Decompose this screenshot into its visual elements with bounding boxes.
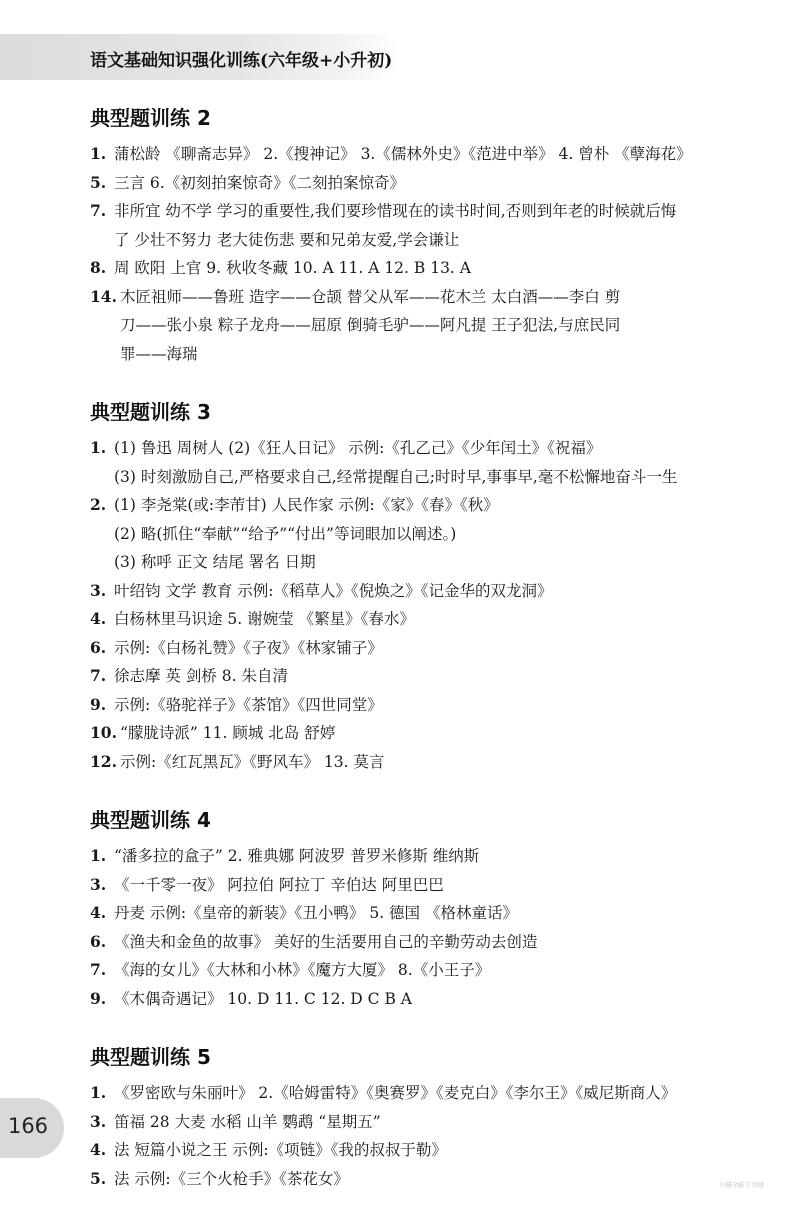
answer-line: 4. 白杨林里马识途 5. 谢婉莹 《繁星》《春水》: [90, 609, 415, 628]
scanner-watermark: 扫描全能王 创建: [720, 1182, 764, 1189]
page-content: [90, 100, 740, 1219]
answer-line: 1. “潘多拉的盒子” 2. 雅典娜 阿波罗 普罗米修斯 维纳斯: [90, 846, 480, 865]
answer-line-continued: (3) 称呼 正文 结尾 署名 日期: [114, 553, 316, 571]
answer-line: 5. 三言 6.《初刻拍案惊奇》《二刻拍案惊奇》: [90, 172, 405, 192]
answer-line: 14. 木匠祖师——鲁班 造字——仓颉 替父从军——花木兰 太白酒——李白 剪: [90, 286, 621, 306]
answer-line: 6. 示例:《白杨礼赞》《子夜》《林家铺子》: [90, 637, 383, 657]
answer-line-continued: 罪——海瑞: [120, 344, 198, 363]
answer-line: 7. 非所宜 幼不学 学习的重要性,我们要珍惜现在的读书时间,否则到年老的时候就后悔: [90, 201, 677, 220]
page-number: 166: [7, 1114, 49, 1138]
answer-line: 9. 示例:《骆驼祥子》《茶馆》《四世同堂》: [90, 694, 383, 714]
section-title: 典型题训练 5: [90, 1045, 211, 1069]
answer-line: 3. 《一千零一夜》 阿拉伯 阿拉丁 辛伯达 阿里巴巴: [90, 874, 444, 894]
answer-line: 1. 《罗密欧与朱丽叶》 2.《哈姆雷特》《奥赛罗》《麦克白》《李尔王》《威尼斯商人》: [90, 1083, 677, 1102]
answer-line: 4. 法 短篇小说之王 示例:《项链》《我的叔叔于勒》: [90, 1140, 447, 1159]
section-title: 典型题训练 4: [90, 808, 211, 832]
answer-line: 12. 示例:《红瓦黑瓦》《野风车》 13. 莫言: [90, 751, 385, 771]
section-training-4: [90, 802, 740, 1013]
section-training-3: [90, 394, 740, 776]
answer-line: 4. 丹麦 示例:《皇帝的新装》《丑小鸭》 5. 德国 《格林童话》: [90, 903, 518, 922]
book-title: 语文基础知识强化训练(六年级+小升初): [90, 51, 393, 71]
section-title: 典型题训练 3: [90, 400, 211, 424]
section-title: 典型题训练 2: [90, 106, 211, 130]
answer-line: 1. 蒲松龄 《聊斋志异》 2.《搜神记》 3.《儒林外史》《范进中举》 4. 曾朴 《孽海花》: [90, 144, 692, 163]
answer-line: 8. 周 欧阳 上官 9. 秋收冬藏 10. A 11. A 12. B 13. A: [90, 258, 471, 277]
answer-line-continued: (2) 略(抓住“奉献”“给予”“付出”等词眼加以阐述。): [114, 524, 457, 543]
answer-line-continued: (3) 时刻激励自己,严格要求自己,经常提醒自己;时时早,事事早,毫不松懈地奋斗一生: [114, 467, 678, 486]
answer-line: 7. 《海的女儿》《大林和小林》《魔方大厦》 8.《小王子》: [90, 960, 491, 979]
answer-line: 6. 《渔夫和金鱼的故事》 美好的生活要用自己的辛勤劳动去创造: [90, 931, 538, 951]
section-training-5: [90, 1039, 740, 1193]
answer-line: 10. “朦胧诗派” 11. 顾城 北岛 舒婷: [90, 723, 336, 742]
answer-line: 1. (1) 鲁迅 周树人 (2)《狂人日记》 示例:《孔乙己》《少年闰土》《祝福》: [90, 438, 602, 457]
answer-line-continued: 了 少壮不努力 老大徒伤悲 要和兄弟友爱,学会谦让: [114, 230, 460, 249]
answer-line: 9. 《木偶奇遇记》 10. D 11. C 12. D C B A: [90, 988, 412, 1008]
answer-line: 2. (1) 李尧棠(或:李芾甘) 人民作家 示例:《家》《春》《秋》: [90, 495, 499, 514]
section-training-2: [90, 100, 740, 368]
answer-line: 3. 笛福 28 大麦 水稻 山羊 鹦鹉 “星期五”: [90, 1111, 381, 1131]
answer-line: 7. 徐志摩 英 剑桥 8. 朱自清: [90, 666, 288, 685]
answer-line-continued: 刀——张小泉 粽子龙舟——屈原 倒骑毛驴——阿凡提 王子犯法,与庶民同: [120, 316, 621, 334]
answer-line: 3. 叶绍钧 文学 教育 示例:《稻草人》《倪焕之》《记金华的双龙洞》: [90, 580, 553, 600]
answer-line: 5. 法 示例:《三个火枪手》《茶花女》: [90, 1168, 349, 1188]
